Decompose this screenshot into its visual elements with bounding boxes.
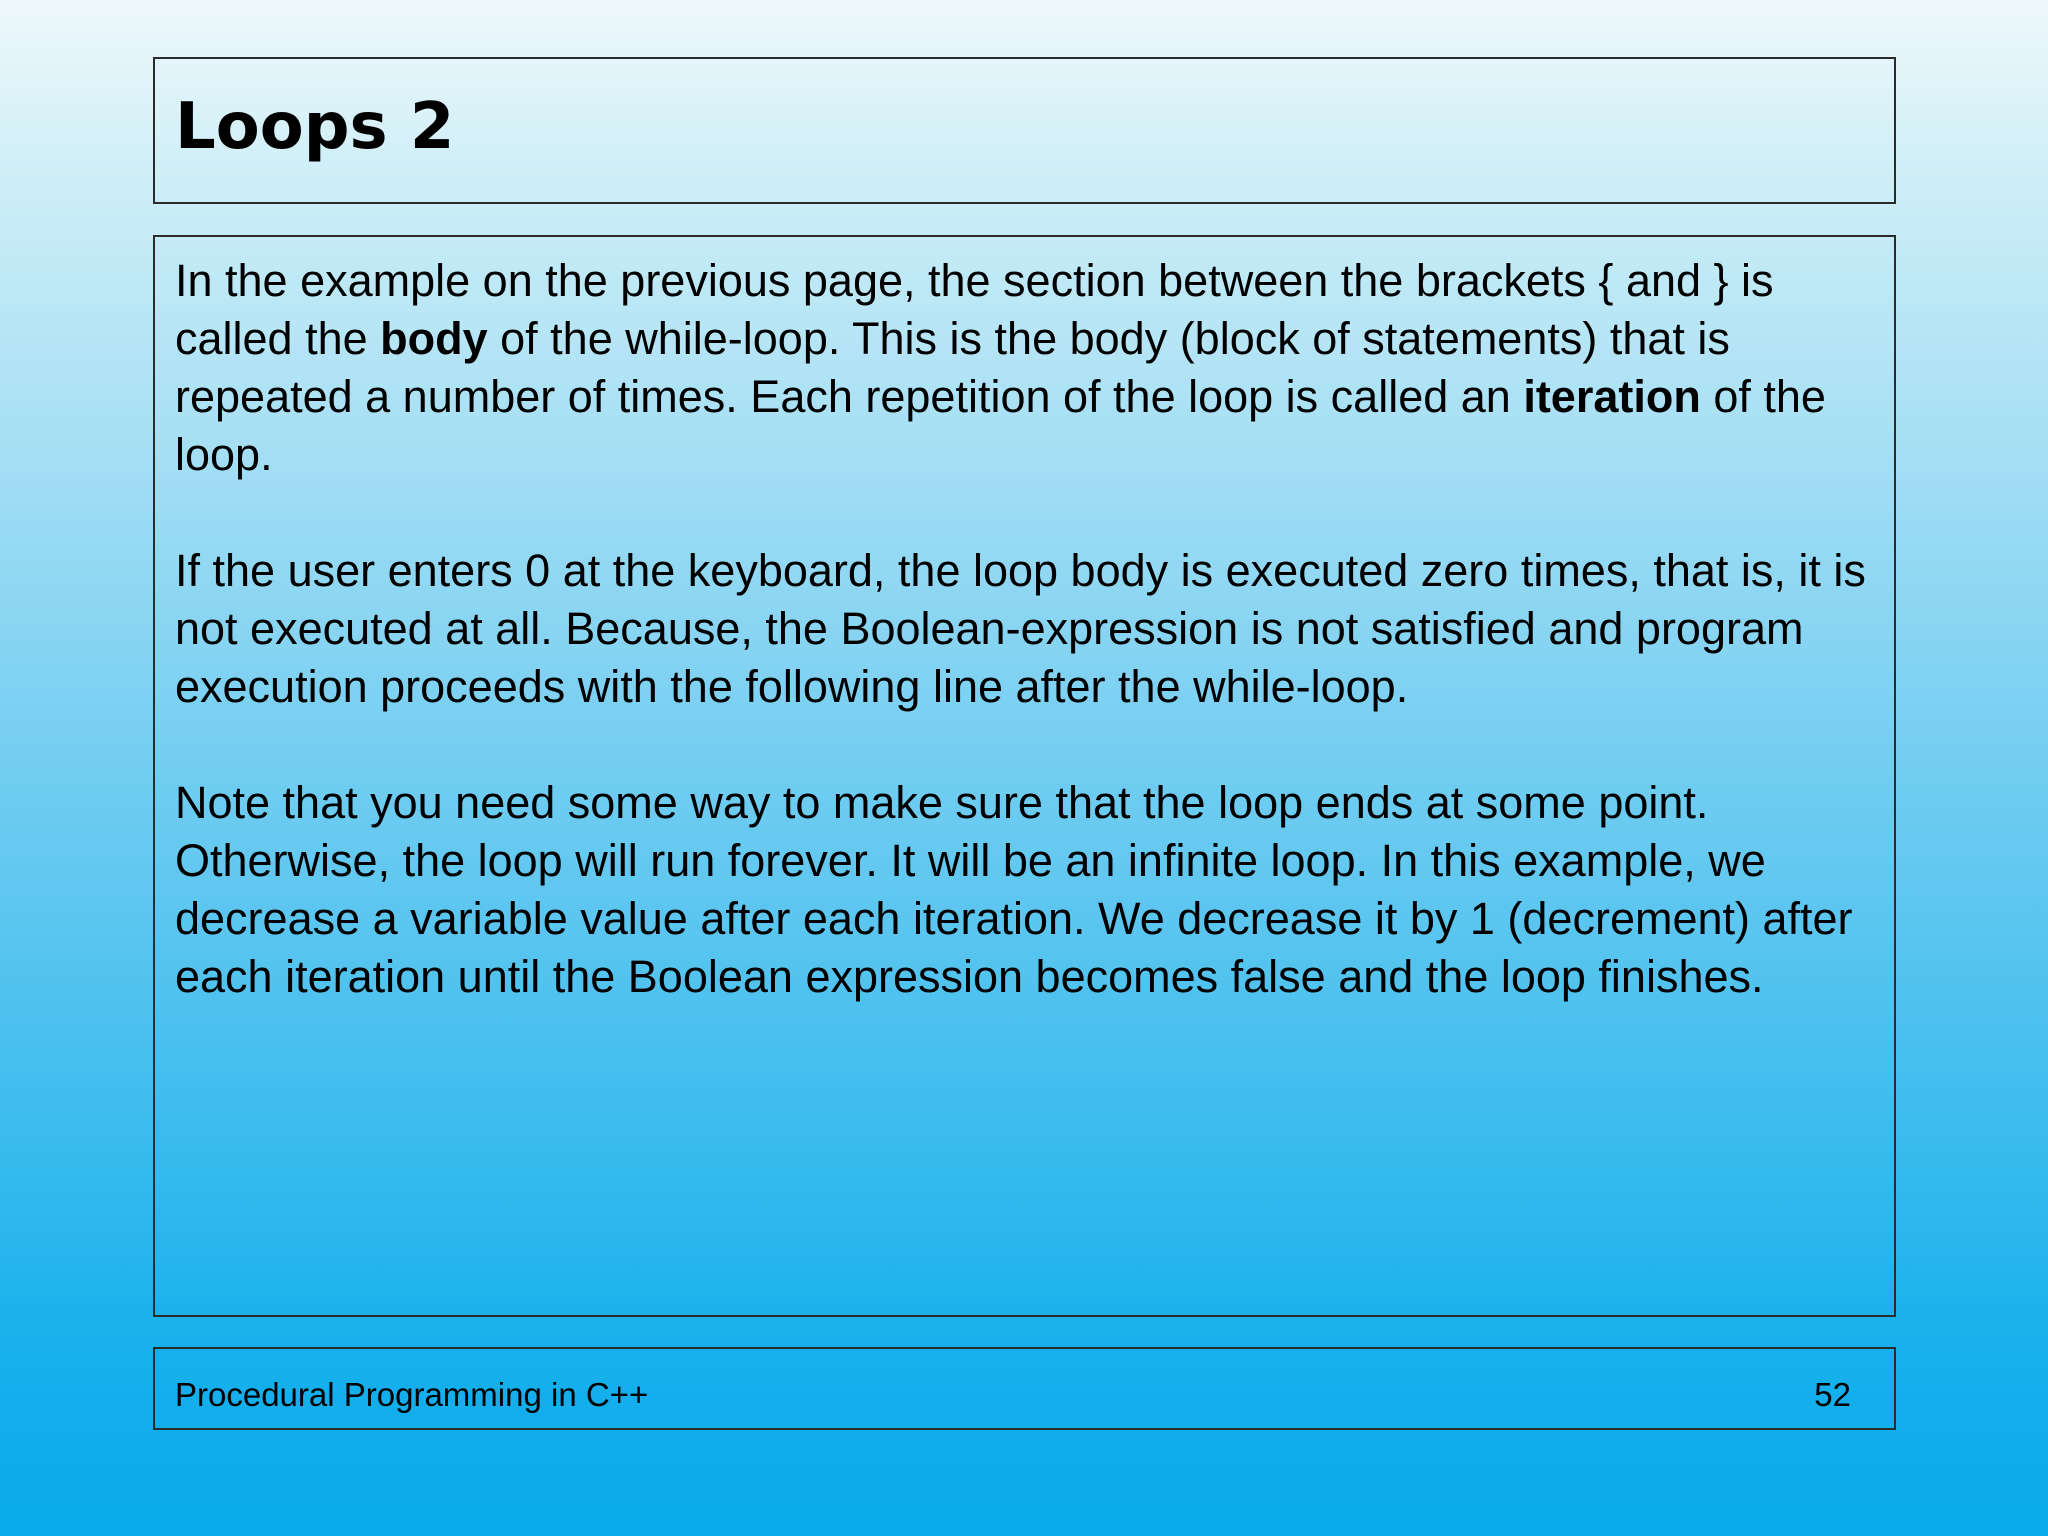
paragraph-1-text-b: of the while-loop. This is the body (block of statements) that is repeated a number of times. Each repetition of the loop is called an bbox=[175, 313, 1730, 422]
paragraph-1 bbox=[175, 252, 1880, 484]
footer-course-title: Procedural Programming in C++ bbox=[175, 1376, 649, 1413]
paragraph-1-text-a: In the example on the previous page, the section between the brackets { and } is called the bbox=[175, 255, 1774, 364]
paragraph-2: If the user enters 0 at the keyboard, the loop body is executed zero times, that is, it is not executed at all. Because, the Boolean-expression is not satisfied and program execution proceeds with the following line after the while-loop. bbox=[175, 545, 1866, 712]
page-number: 52 bbox=[1814, 1376, 1851, 1413]
slide-body bbox=[175, 252, 1880, 1064]
term-iteration: iteration bbox=[1523, 371, 1701, 422]
title-box bbox=[153, 57, 1896, 204]
content-box bbox=[153, 235, 1896, 1317]
term-body: body bbox=[380, 313, 488, 364]
footer-box bbox=[153, 1347, 1896, 1430]
paragraph-3: Note that you need some way to make sure that the loop ends at some point. Otherwise, the loop will run forever. It will be an infinite loop. In this example, we decrease a variable value after each iteration. We decrease it by 1 (decrement) after each iteration until the Boolean expression becomes false and the loop finishes. bbox=[175, 777, 1853, 1002]
slide-title: Loops 2 bbox=[175, 90, 455, 164]
paragraph-1-text-c: of the loop. bbox=[175, 371, 1826, 480]
